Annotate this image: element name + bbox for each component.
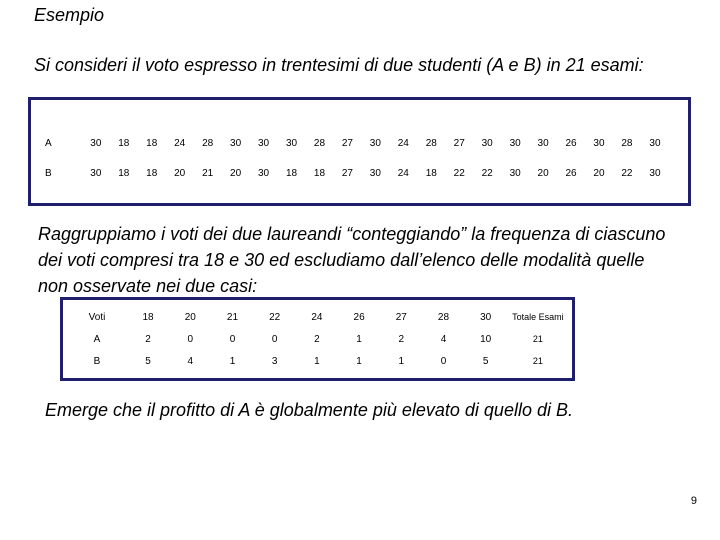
freq-cell: 24 <box>311 311 323 323</box>
freq-cell: 4 <box>187 355 194 367</box>
raw-score-cell: 30 <box>90 167 102 179</box>
freq-cell: 2 <box>398 333 405 345</box>
raw-score-cell: 20 <box>230 167 242 179</box>
freq-row-b <box>67 350 569 372</box>
freq-cell: 1 <box>398 355 405 367</box>
raw-score-cell: 28 <box>313 137 326 149</box>
raw-score-cell: 27 <box>341 167 353 179</box>
raw-score-cell: 30 <box>285 137 298 149</box>
raw-score-cell: 30 <box>90 137 102 149</box>
freq-cell: 1 <box>356 333 362 345</box>
raw-score-cell: 22 <box>453 167 465 179</box>
raw-score-cell: 27 <box>341 137 353 149</box>
raw-score-cell: 28 <box>621 137 633 149</box>
intro-text: Si consideri il voto espresso in trentesimi di due studenti (A e B) in 21 esami: <box>34 55 644 75</box>
frequency-box <box>60 297 575 381</box>
freq-cell: 27 <box>395 311 407 323</box>
raw-score-cell: 22 <box>621 167 633 179</box>
freq-cell: 0 <box>229 333 236 345</box>
page-number: 9 <box>690 495 697 507</box>
raw-score-cell: 30 <box>649 167 661 179</box>
raw-score-cell: 18 <box>118 137 130 149</box>
raw-score-cell: 26 <box>565 137 577 149</box>
freq-cell: 22 <box>269 311 281 323</box>
raw-score-cell: 30 <box>257 167 270 179</box>
raw-score-cell: 28 <box>202 137 214 149</box>
raw-score-cell: 18 <box>118 167 130 179</box>
freq-cell: 2 <box>314 333 320 345</box>
raw-row-b <box>41 158 669 188</box>
raw-row-a <box>41 128 669 158</box>
freq-cell: 4 <box>440 333 447 345</box>
freq-row-label: A <box>93 333 101 345</box>
freq-cell: 21 <box>532 334 543 344</box>
frequency-table <box>67 306 569 372</box>
raw-score-cell: 30 <box>369 137 381 149</box>
raw-score-cell: 18 <box>146 137 158 149</box>
raw-score-cell: 28 <box>425 137 437 149</box>
raw-row-label: A <box>45 137 52 149</box>
raw-score-cell: 18 <box>146 167 158 179</box>
freq-row-a <box>67 328 569 350</box>
raw-score-cell: 27 <box>453 137 465 149</box>
raw-score-cell: 21 <box>202 167 214 179</box>
raw-score-cell: 20 <box>593 167 605 179</box>
freq-row-label: Voti <box>88 311 106 323</box>
raw-score-cell: 24 <box>174 137 186 149</box>
raw-score-cell: 26 <box>565 167 577 179</box>
raw-row-label: B <box>45 167 52 179</box>
raw-score-cell: 20 <box>537 167 549 179</box>
freq-row-label: B <box>93 355 101 367</box>
raw-score-cell: 24 <box>397 137 409 149</box>
freq-cell: 1 <box>356 355 362 367</box>
freq-cell: 30 <box>480 311 492 323</box>
freq-cell: 28 <box>437 311 450 323</box>
raw-score-cell: 18 <box>285 167 298 179</box>
raw-score-cell: 18 <box>425 167 437 179</box>
freq-header-row <box>67 306 569 328</box>
freq-cell: 0 <box>187 333 194 345</box>
raw-score-cell: 22 <box>481 167 493 179</box>
raw-score-cell: 30 <box>481 137 493 149</box>
freq-cell: 3 <box>271 355 278 367</box>
raw-score-cell: 20 <box>174 167 186 179</box>
grouping-text: Raggruppiamo i voti dei due laureandi “conteggiando” la frequenza di ciascuno dei voti compresi tra 18 e 30 ed escludiamo dall’elenco delle modalità quelle non osservate nei due casi: <box>38 224 666 296</box>
raw-score-cell: 18 <box>313 167 326 179</box>
freq-cell: 21 <box>532 356 543 366</box>
raw-scores-table <box>41 128 669 188</box>
raw-score-cell: 30 <box>593 137 605 149</box>
freq-cell: 5 <box>482 355 489 367</box>
freq-cell: 0 <box>440 355 447 367</box>
freq-cell: 18 <box>142 311 154 323</box>
freq-cell: 1 <box>314 355 320 367</box>
freq-cell: 26 <box>353 311 365 323</box>
conclusion-text: Emerge che il profitto di A è globalmente più elevato di quello di B. <box>45 400 573 420</box>
raw-score-cell: 30 <box>509 137 521 149</box>
freq-cell: 0 <box>271 333 278 345</box>
raw-score-cell: 30 <box>649 137 661 149</box>
raw-score-cell: 24 <box>397 167 409 179</box>
slide-title: Esempio <box>34 5 105 25</box>
raw-score-cell: 30 <box>230 137 242 149</box>
raw-scores-box <box>28 97 691 206</box>
raw-score-cell: 30 <box>257 137 270 149</box>
raw-score-cell: 30 <box>537 137 549 149</box>
raw-score-cell: 30 <box>509 167 521 179</box>
raw-score-cell: 30 <box>369 167 381 179</box>
freq-cell: 20 <box>184 311 196 323</box>
freq-cell: 5 <box>145 355 151 367</box>
freq-cell: 2 <box>145 333 151 345</box>
freq-cell: 21 <box>226 311 239 323</box>
freq-cell: 10 <box>480 333 492 345</box>
freq-cell: 1 <box>229 355 236 367</box>
freq-cell: Totale Esami <box>512 312 564 322</box>
